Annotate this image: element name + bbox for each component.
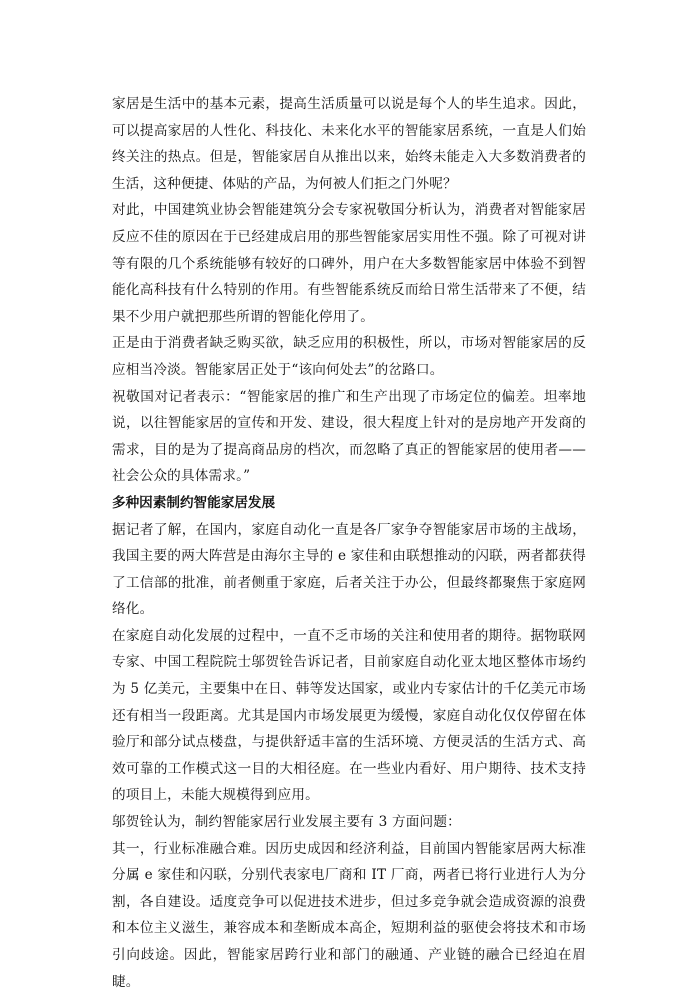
paragraph-problem-one: 其一，行业标准融合难。因历史成因和经济利益，目前国内智能家居两大标准分属 e 家佳和闪联，分别代表家电厂商和 IT 厂商，两者已将行业进行人为分割，各自建设。适度竞争可以促进技术进步，但过多竞争就会造成资源的浪费和本位主义滋生，兼容成本和垄断成本高企，短期利益的驱使会将技术和市场引向歧途。因此，智能家居跨行业和部门的融通、产业链的融合已经迫在眉睫。 (112, 840, 586, 990)
paragraph-market-response: 正是由于消费者缺乏购买欲，缺乏应用的积极性，所以，市场对智能家居的反应相当冷淡。智能家居正处于“该向何处去”的岔路口。 (112, 335, 586, 378)
section-heading: 多种因素制约智能家居发展 (112, 494, 276, 511)
paragraph-quote: 祝敬国对记者表示：“智能家居的推广和生产出现了市场定位的偏差。坦率地说，以往智能家居的宣传和开发、建设，很大程度上针对的是房地产开发商的需求，目的是为了提高商品房的档次，而忽略了真正的智能家居的使用者——社会公众的具体需求。” (112, 388, 586, 485)
paragraph-expert-analysis: 对此，中国建筑业协会智能建筑分会专家祝敬国分析认为，消费者对智能家居反应不佳的原因在于已经建成启用的那些智能家居实用性不强。除了可视对讲等有限的几个系统能够有较好的口碑外，用户在大多数智能家居中体验不到智能化高科技有什么特别的作用。有些智能系统反而给日常生活带来了不便，结果不少用户就把那些所谓的智能化停用了。 (112, 202, 586, 325)
document-page (112, 91, 586, 995)
paragraph-camps: 据记者了解，在国内，家庭自动化一直是各厂家争夺智能家居市场的主战场，我国主要的两大阵营是由海尔主导的 e 家佳和由联想推动的闪联，两者都获得了工信部的批准，前者侧重于家庭，后者关注于办公，但最终都聚焦于家庭网络化。 (112, 521, 586, 618)
paragraph-intro: 家居是生活中的基本元素，提高生活质量可以说是每个人的毕生追求。因此，可以提高家居的人性化、科技化、未来化水平的智能家居系统，一直是人们始终关注的热点。但是，智能家居自从推出以来，始终未能走入大多数消费者的生活，这种便捷、体贴的产品，为何被人们拒之门外呢？ (112, 96, 586, 192)
paragraph-development: 在家庭自动化发展的过程中，一直不乏市场的关注和使用者的期待。据物联网专家、中国工程院院士邬贺铨告诉记者，目前家庭自动化亚太地区整体市场约为 5 亿美元，主要集中在日、韩等发达国家，或业内专家估计的千亿美元市场还有相当一段距离。尤其是国内市场发展更为缓慢，家庭自动化仅仅停留在体验厅和部分试点楼盘，与提供舒适丰富的生活环境、方便灵活的生活方式、高效可靠的工作模式这一目的大相径庭。在一些业内看好、用户期待、技术支持的项目上，未能大规模得到应用。 (112, 627, 586, 804)
paragraph-problems-intro: 邬贺铨认为，制约智能家居行业发展主要有 3 方面问题： (112, 814, 461, 831)
